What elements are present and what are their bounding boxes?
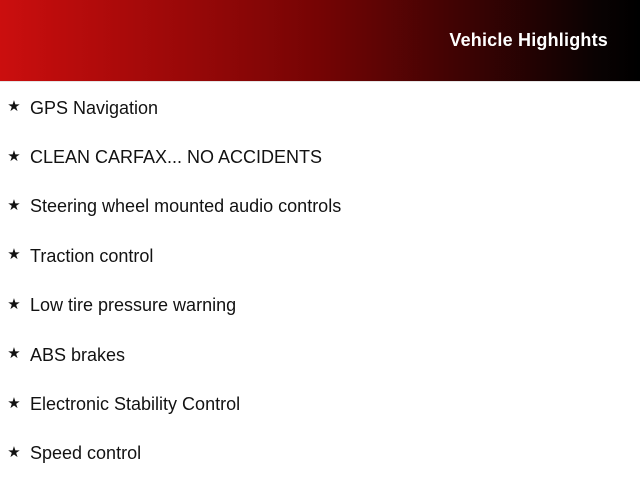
highlight-label: Speed control <box>30 443 142 464</box>
list-item <box>0 281 640 330</box>
list-item <box>0 182 640 231</box>
list-item <box>0 132 640 181</box>
star-icon: ★ <box>7 195 21 214</box>
page-title: Vehicle Highlights <box>449 29 608 50</box>
highlight-label: CLEAN CARFAX... NO ACCIDENTS <box>30 147 323 168</box>
highlight-label: Electronic Stability Control <box>30 394 241 415</box>
list-item <box>0 429 640 478</box>
star-icon: ★ <box>7 393 21 412</box>
highlight-label: GPS Navigation <box>30 97 159 118</box>
star-icon: ★ <box>7 344 21 363</box>
star-icon: ★ <box>7 97 21 116</box>
list-item <box>0 231 640 280</box>
highlight-label: Traction control <box>30 245 154 266</box>
star-icon: ★ <box>7 442 21 461</box>
list-item <box>0 330 640 379</box>
header-banner <box>0 0 640 81</box>
star-icon: ★ <box>7 294 21 313</box>
highlights-list <box>0 81 640 478</box>
highlight-label: Steering wheel mounted audio controls <box>30 196 342 217</box>
star-icon: ★ <box>7 146 21 165</box>
highlight-label: Low tire pressure warning <box>30 295 237 316</box>
highlight-label: ABS brakes <box>30 344 126 365</box>
list-item <box>0 83 640 132</box>
star-icon: ★ <box>7 245 21 264</box>
list-item <box>0 379 640 428</box>
